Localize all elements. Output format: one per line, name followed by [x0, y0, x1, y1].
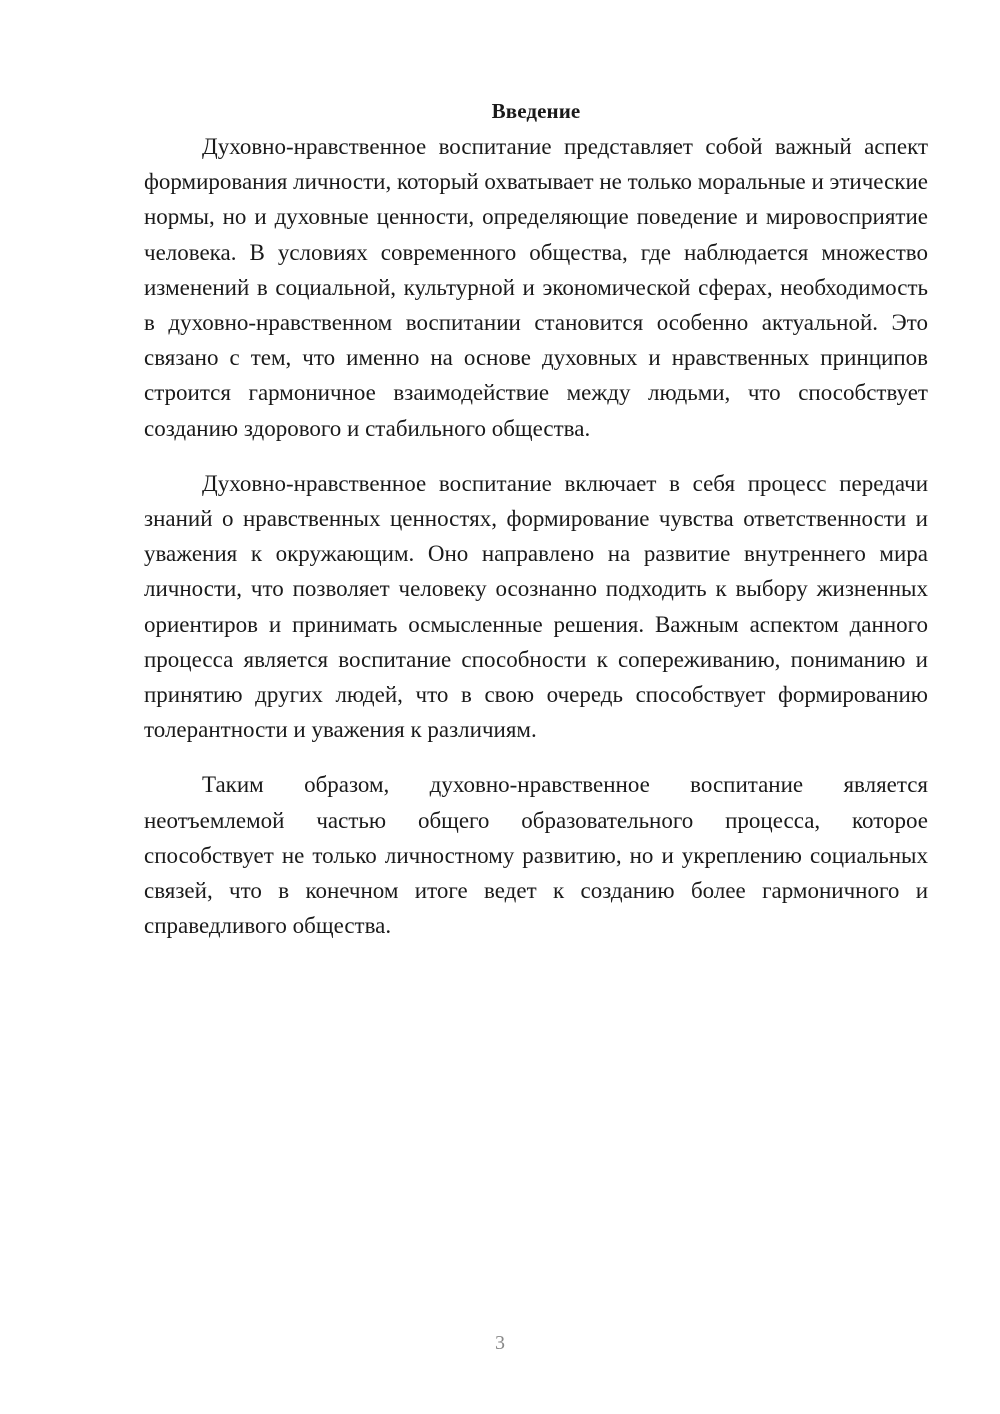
paragraph-2: Духовно-нравственное воспитание включает в себя процесс передачи знаний о нравственных ценностях, формирование чувства ответственности и уважения к окружающим. Оно направлено на развитие внутреннего мира личности, что позволяет человеку осознанно подходить к выбору жизненных ориентиров и принимать осмысленные решения. Важным аспектом данного процесса является воспитание способности к сопереживанию, пониманию и принятию других людей, что в свою очередь способствует формированию толерантности и уважения к различиям.	[144, 470, 928, 743]
paragraph-3: Таким образом, духовно-нравственное воспитание является неотъемлемой частью общего образовательного процесса, которое способствует не только личностному развитию, но и укреплению социальных связей, что в конечном итоге ведет к созданию более гармоничного и справедливого общества.	[144, 772, 928, 939]
page-content	[144, 96, 928, 963]
section-heading: Введение	[491, 99, 581, 123]
page-number: 3	[495, 1332, 505, 1354]
paragraph-1: Духовно-нравственное воспитание представляет собой важный аспект формирования личности, который охватывает не только моральные и этические нормы, но и духовные ценности, определяющие поведение и мировосприятие человека. В условиях современного общества, где наблюдается множество изменений в социальной, культурной и экономической сферах, необходимость в духовно-нравственном воспитании становится особенно актуальной. Это связано с тем, что именно на основе духовных и нравственных принципов строится гармоничное взаимодействие между людьми, что способствует созданию здорового и стабильного общества.	[144, 134, 928, 441]
